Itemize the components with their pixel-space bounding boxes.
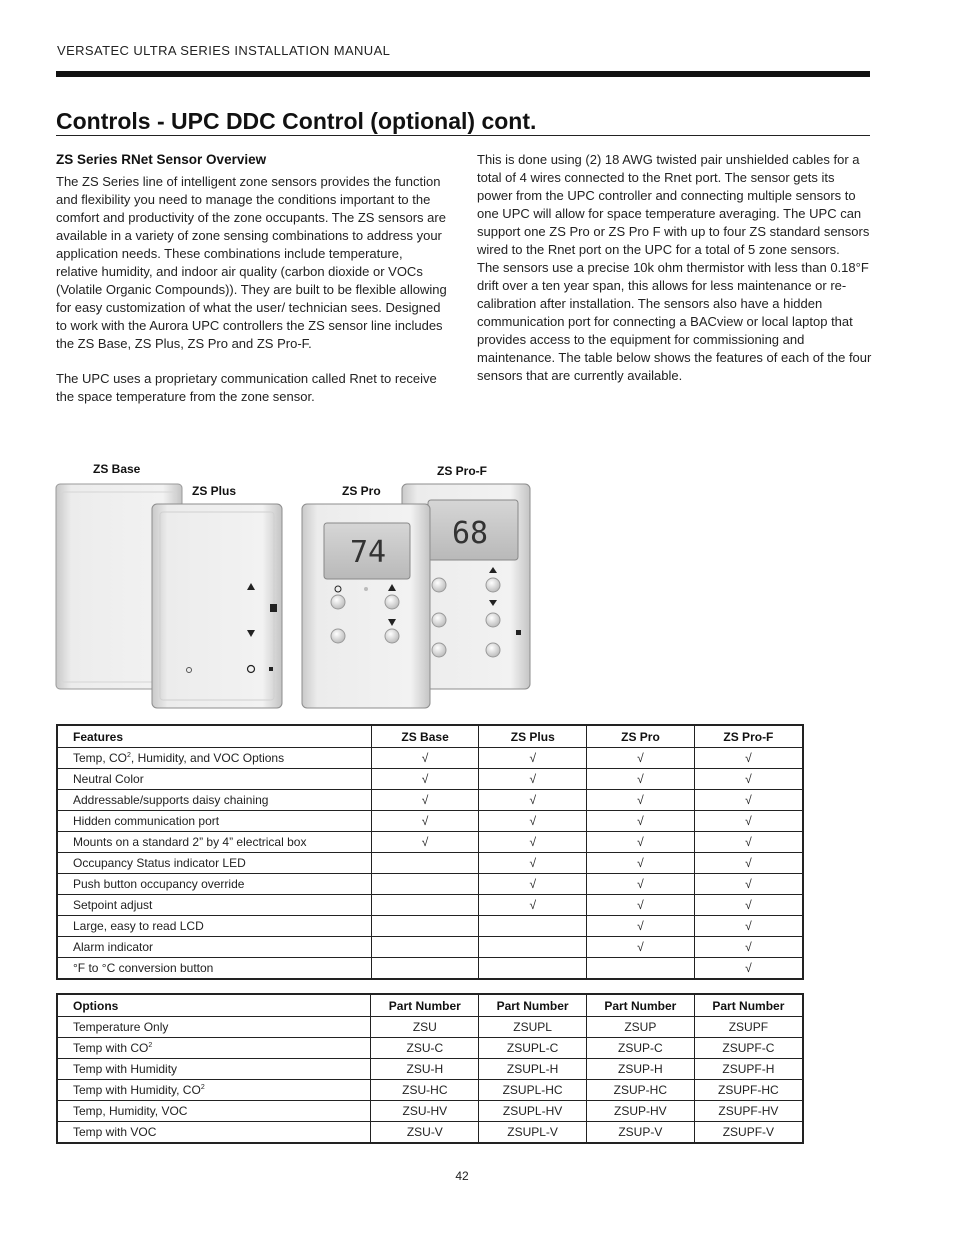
part-number-cell: ZSUPF-C bbox=[694, 1038, 803, 1059]
check-cell: √ bbox=[479, 811, 587, 832]
check-cell: √ bbox=[479, 832, 587, 853]
check-cell: √ bbox=[694, 811, 803, 832]
check-cell: √ bbox=[694, 769, 803, 790]
column-header: Part Number bbox=[479, 994, 587, 1017]
column-header: Part Number bbox=[694, 994, 803, 1017]
option-cell: Temp with $CO^2$ bbox=[57, 1038, 371, 1059]
section-heading: ZS Series RNet Sensor Overview bbox=[56, 152, 267, 167]
check-cell: √ bbox=[694, 874, 803, 895]
right-column bbox=[477, 151, 873, 385]
table-row bbox=[57, 1080, 803, 1101]
check-cell bbox=[371, 853, 479, 874]
part-number-cell: ZSUPL-H bbox=[479, 1059, 587, 1080]
part-number-cell: ZSUP bbox=[586, 1017, 694, 1038]
check-cell: √ bbox=[587, 790, 695, 811]
header-rule bbox=[56, 71, 870, 77]
table-row bbox=[57, 874, 803, 895]
option-cell: Temperature Only bbox=[57, 1017, 371, 1038]
check-cell: √ bbox=[371, 748, 479, 769]
running-header: VERSATEC ULTRA SERIES INSTALLATION MANUAL bbox=[57, 43, 391, 58]
part-number-cell: ZSUP-HC bbox=[586, 1080, 694, 1101]
table-row bbox=[57, 1059, 803, 1080]
table-row bbox=[57, 916, 803, 937]
column-header: ZS Pro-F bbox=[694, 725, 803, 748]
table-row bbox=[57, 1122, 803, 1144]
feature-cell: Alarm indicator bbox=[57, 937, 371, 958]
check-cell: √ bbox=[587, 874, 695, 895]
sensor-product-photo bbox=[54, 480, 534, 712]
paragraph: The sensors use a precise 10k ohm thermistor with less than 0.18°F drift over a ten year span, this allows for less maintenance or re-calibration after installation. The sensors also have a hidden communication port for connecting a BACview or local laptop that provides access to the equipment for commissioning and maintenance. The table below shows the features of each of the four sensors that are currently available. bbox=[477, 260, 872, 383]
column-header: ZS Pro bbox=[587, 725, 695, 748]
check-cell bbox=[479, 937, 587, 958]
left-column bbox=[56, 151, 448, 406]
check-cell: √ bbox=[479, 748, 587, 769]
column-header: Part Number bbox=[371, 994, 479, 1017]
feature-cell: Large, easy to read LCD bbox=[57, 916, 371, 937]
column-header: Part Number bbox=[586, 994, 694, 1017]
pro-f-lcd-reading: 68 bbox=[452, 516, 489, 551]
check-cell bbox=[371, 937, 479, 958]
part-number-cell: ZSUPL-C bbox=[479, 1038, 587, 1059]
part-number-cell: ZSUPL bbox=[479, 1017, 587, 1038]
part-number-cell: ZSU-HC bbox=[371, 1080, 479, 1101]
part-number-cell: ZSU-HV bbox=[371, 1101, 479, 1122]
check-cell bbox=[371, 895, 479, 916]
check-cell: √ bbox=[587, 748, 695, 769]
title-rule bbox=[56, 135, 870, 136]
check-cell: √ bbox=[587, 811, 695, 832]
column-header: ZS Base bbox=[371, 725, 479, 748]
column-header: ZS Plus bbox=[479, 725, 587, 748]
check-cell bbox=[371, 958, 479, 980]
feature-cell: Occupancy Status indicator LED bbox=[57, 853, 371, 874]
part-number-cell: ZSUPF-V bbox=[694, 1122, 803, 1144]
check-cell: √ bbox=[479, 895, 587, 916]
paragraph: This is done using (2) 18 AWG twisted pair unshielded cables for a total of 4 wires connected to the Rnet port. The sensor gets its power from the UPC controller and connecting multiple sensors to one UPC will allow for space temperature averaging. The UPC can support one ZS Pro or ZS Pro F with up to four ZS standard sensors wired to the Rnet port on the UPC for a total of 5 zone sensors. bbox=[477, 152, 870, 257]
feature-cell: Mounts on a standard 2” by 4” electrical box bbox=[57, 832, 371, 853]
column-header: Options bbox=[57, 994, 371, 1017]
check-cell: √ bbox=[694, 937, 803, 958]
check-cell: √ bbox=[371, 769, 479, 790]
part-number-cell: ZSUPF bbox=[694, 1017, 803, 1038]
zs-plus-device bbox=[152, 504, 282, 708]
check-cell: √ bbox=[587, 916, 695, 937]
table-row bbox=[57, 832, 803, 853]
check-cell: √ bbox=[587, 853, 695, 874]
part-number-cell: ZSU-V bbox=[371, 1122, 479, 1144]
table-row bbox=[57, 769, 803, 790]
check-cell: √ bbox=[587, 832, 695, 853]
check-cell: √ bbox=[587, 895, 695, 916]
table-row bbox=[57, 811, 803, 832]
option-cell: Temp with Humidity bbox=[57, 1059, 371, 1080]
label-zs-base: ZS Base bbox=[93, 462, 141, 476]
feature-cell: Addressable/supports daisy chaining bbox=[57, 790, 371, 811]
table-row bbox=[57, 958, 803, 980]
check-cell bbox=[371, 916, 479, 937]
check-cell: √ bbox=[371, 790, 479, 811]
table-row bbox=[57, 1017, 803, 1038]
label-zs-pro: ZS Pro bbox=[342, 484, 381, 498]
part-number-cell: ZSU-C bbox=[371, 1038, 479, 1059]
label-zs-plus: ZS Plus bbox=[192, 484, 237, 498]
part-number-cell: ZSUP-C bbox=[586, 1038, 694, 1059]
page-number: 42 bbox=[455, 1169, 469, 1183]
part-number-cell: ZSUPL-V bbox=[479, 1122, 587, 1144]
part-number-cell: ZSUP-HV bbox=[586, 1101, 694, 1122]
check-cell: √ bbox=[479, 853, 587, 874]
table-row bbox=[57, 895, 803, 916]
check-cell: √ bbox=[371, 832, 479, 853]
check-cell: √ bbox=[694, 832, 803, 853]
part-number-cell: ZSUPL-HV bbox=[479, 1101, 587, 1122]
paragraph: The UPC uses a proprietary communication called Rnet to receive the space temperature from the zone sensor. bbox=[56, 371, 437, 404]
table-row bbox=[57, 1101, 803, 1122]
feature-cell: Temp, $CO^2$, Humidity, and VOC Options bbox=[57, 748, 371, 769]
label-zs-pro-f: ZS Pro-F bbox=[437, 464, 487, 478]
part-number-cell: ZSUPF-HC bbox=[694, 1080, 803, 1101]
check-cell bbox=[587, 958, 695, 980]
table-row bbox=[57, 1038, 803, 1059]
check-cell: √ bbox=[694, 895, 803, 916]
part-number-cell: ZSUPL-HC bbox=[479, 1080, 587, 1101]
options-header-row bbox=[57, 994, 803, 1017]
check-cell: √ bbox=[587, 769, 695, 790]
check-cell bbox=[371, 874, 479, 895]
table-row bbox=[57, 790, 803, 811]
option-cell: Temp with Humidity, $CO^2$ bbox=[57, 1080, 371, 1101]
table-row bbox=[57, 853, 803, 874]
part-number-cell: ZSU-H bbox=[371, 1059, 479, 1080]
features-header-row bbox=[57, 725, 803, 748]
part-number-cell: ZSUPF-HV bbox=[694, 1101, 803, 1122]
table-row bbox=[57, 937, 803, 958]
feature-cell: Hidden communication port bbox=[57, 811, 371, 832]
check-cell bbox=[479, 958, 587, 980]
check-cell: √ bbox=[694, 790, 803, 811]
zs-pro-device bbox=[302, 504, 430, 708]
options-table bbox=[56, 993, 804, 1144]
part-number-cell: ZSUPF-H bbox=[694, 1059, 803, 1080]
option-cell: Temp, Humidity, VOC bbox=[57, 1101, 371, 1122]
column-header: Features bbox=[57, 725, 371, 748]
check-cell: √ bbox=[694, 748, 803, 769]
pro-lcd-reading: 74 bbox=[350, 535, 387, 570]
check-cell: √ bbox=[479, 790, 587, 811]
check-cell: √ bbox=[587, 937, 695, 958]
check-cell: √ bbox=[694, 853, 803, 874]
feature-cell: °F to °C conversion button bbox=[57, 958, 371, 980]
part-number-cell: ZSUP-V bbox=[586, 1122, 694, 1144]
check-cell: √ bbox=[479, 874, 587, 895]
feature-cell: Push button occupancy override bbox=[57, 874, 371, 895]
paragraph: The ZS Series line of intelligent zone sensors provides the function and flexibility you need to manage the conditions important to the comfort and productivity of the zone occupants. The ZS sensors are available in a variety of zone sensing combinations to address your application needs. These combinations include temperature, relative humidity, and indoor air quality (carbon dioxide or VOCs (Volatile Organic Compounds)). They are built to be flexible allowing for easy customization of what the user/ technician sees. Designed to work with the Aurora UPC controllers the ZS sensor line includes the ZS Base, ZS Plus, ZS Pro and ZS Pro-F. bbox=[56, 174, 447, 351]
feature-cell: Setpoint adjust bbox=[57, 895, 371, 916]
check-cell: √ bbox=[694, 958, 803, 980]
part-number-cell: ZSUP-H bbox=[586, 1059, 694, 1080]
check-cell: √ bbox=[479, 769, 587, 790]
check-cell: √ bbox=[694, 916, 803, 937]
feature-cell: Neutral Color bbox=[57, 769, 371, 790]
table-row bbox=[57, 748, 803, 769]
check-cell: √ bbox=[371, 811, 479, 832]
check-cell bbox=[479, 916, 587, 937]
option-cell: Temp with VOC bbox=[57, 1122, 371, 1144]
features-table bbox=[56, 724, 804, 980]
page-title: Controls - UPC DDC Control (optional) cont. bbox=[56, 108, 537, 134]
part-number-cell: ZSU bbox=[371, 1017, 479, 1038]
